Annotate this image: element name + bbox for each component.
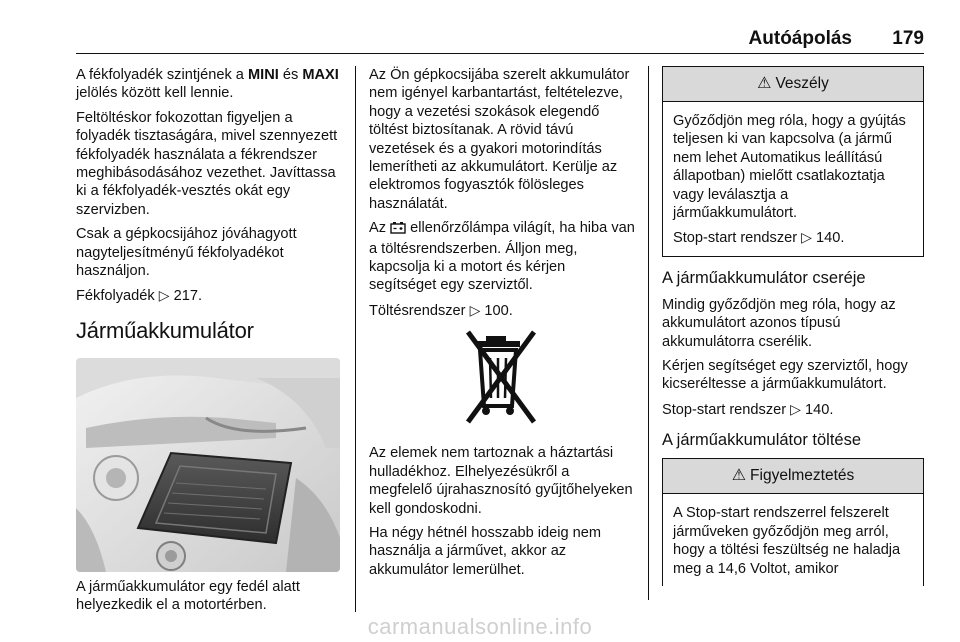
mini-label: MINI <box>247 67 279 83</box>
approved-fluid-note: Csak a gépkocsijához jóváhagyott nagyteljesítményű fékfolyadékot használjon. <box>76 226 297 280</box>
danger-box-header <box>663 67 923 102</box>
maxi-label: MAXI <box>302 67 339 83</box>
text-run: Stop-start rendszer <box>673 230 802 247</box>
stop-start-ref-1 <box>673 228 913 247</box>
heading-battery-charging: A járműakkumulátor töltése <box>662 431 862 450</box>
warning-box-body <box>663 494 923 586</box>
arrow-right-icon: ▷ <box>158 287 170 304</box>
text-run: Töltésrendszer <box>369 302 470 319</box>
charge-warning-text <box>369 219 635 295</box>
column-2 <box>369 66 635 585</box>
warning-box <box>662 458 924 586</box>
arrow-right-icon: ▷ <box>469 301 481 318</box>
danger-box-title: Veszély <box>775 75 829 92</box>
section-title: Autóápolás <box>748 28 852 49</box>
page-ref[interactable]: 217. <box>173 288 202 305</box>
heading-battery-replacement: A járműakkumulátor cseréje <box>662 268 866 287</box>
maintenance-free-text: Az Ön gépkocsijába szerelt akkumulátor nem igényel karbantartást, feltételezve, hogy a vezetési szokások elegendő töltést biztosítanak. A rövid távú vezetések és a gyakori motorindítás lemerítheti az akkumulátort. Kerülje az elektromos fogyasztók fölösleges használatát. <box>369 67 630 212</box>
refill-note: Feltöltéskor fokozottan figyeljen a folyadék tisztaságára, mivel szennyezett fékfolyadék használata a fékrendszer meghibásodásához vezethet. Javíttassa ki a fékfolyadék-vesztés okát egy szervizben. <box>76 109 338 218</box>
brake-fluid-level-text <box>76 66 342 103</box>
column-divider-1 <box>355 66 356 612</box>
column-1 <box>76 66 342 621</box>
warning-triangle-icon: ⚠ <box>757 75 772 92</box>
danger-text: Győződjön meg róla, hogy a gyújtás teljesen ki van kapcsolva (a jármű nem lehet Automatikus leállítású állapotban) mielőtt csatlakoztatja vagy leválasztja a járműakkumulátort. <box>673 113 906 222</box>
text-run: Fékfolyadék <box>76 288 159 305</box>
crossed-out-bin-icon <box>369 328 635 432</box>
page-header <box>76 28 924 54</box>
page-ref[interactable]: 140. <box>816 230 845 247</box>
battery-warning-icon <box>390 221 406 239</box>
text-run: jelölés között kell lennie. <box>76 85 234 102</box>
replacement-text-2: Kérjen segítséget egy szerviztől, hogy kicseréltesse a járműakkumulátort. <box>662 358 908 393</box>
text-run: ellenőrzőlámpa világít, ha hiba van a töltésrendszerben. Álljon meg, kapcsolja ki a motort és kérjen segítséget egy szerviztől. <box>369 220 635 294</box>
arrow-right-icon: ▷ <box>790 400 801 417</box>
danger-box-body <box>663 102 923 256</box>
disposal-text: Az elemek nem tartoznak a háztartási hulladékhoz. Elhelyezésükről a megfelelő újrahasznosító gyűjtőhelyeken kell gondoskodni. <box>369 445 633 517</box>
warning-box-header <box>663 459 923 494</box>
text-run: és <box>278 67 303 83</box>
discharge-text: Ha négy hétnél hosszabb ideig nem használja a járművet, akkor az akkumulátor lemerülhet. <box>369 524 602 578</box>
brake-fluid-ref <box>76 286 342 305</box>
page-ref[interactable]: 140. <box>805 401 834 418</box>
watermark: carmanualsonline.info <box>367 614 593 639</box>
stop-start-ref-2 <box>662 400 924 419</box>
warning-triangle-icon: ⚠ <box>731 467 747 485</box>
section-heading-battery: Járműakkumulátor <box>76 317 254 343</box>
text-run: Az <box>369 220 391 237</box>
warning-box-title: Figyelmeztetés <box>750 467 855 485</box>
battery-photo-caption: A járműakkumulátor egy fedél alatt helyezkedik el a motortérben. <box>76 578 300 614</box>
text-run: Stop-start rendszer <box>662 401 791 418</box>
charging-system-ref <box>369 301 635 320</box>
column-3 <box>662 66 924 596</box>
text-run: A fékfolyadék szintjének a <box>76 67 248 83</box>
engine-bay-photo <box>76 358 340 572</box>
page-ref[interactable]: 100. <box>484 302 513 319</box>
page-number: 179 <box>892 28 924 49</box>
danger-box <box>662 66 924 257</box>
replacement-text-1: Mindig győződjön meg róla, hogy az akkumulátort azonos típusú akkumulátorra cserélik. <box>662 296 896 350</box>
warning-text: A Stop-start rendszerrel felszerelt járműveken győződjön meg arról, hogy a töltési feszültség ne haladja meg a 14,6 Voltot, amikor <box>673 505 901 577</box>
arrow-right-icon: ▷ <box>801 229 812 246</box>
column-divider-2 <box>648 66 649 600</box>
